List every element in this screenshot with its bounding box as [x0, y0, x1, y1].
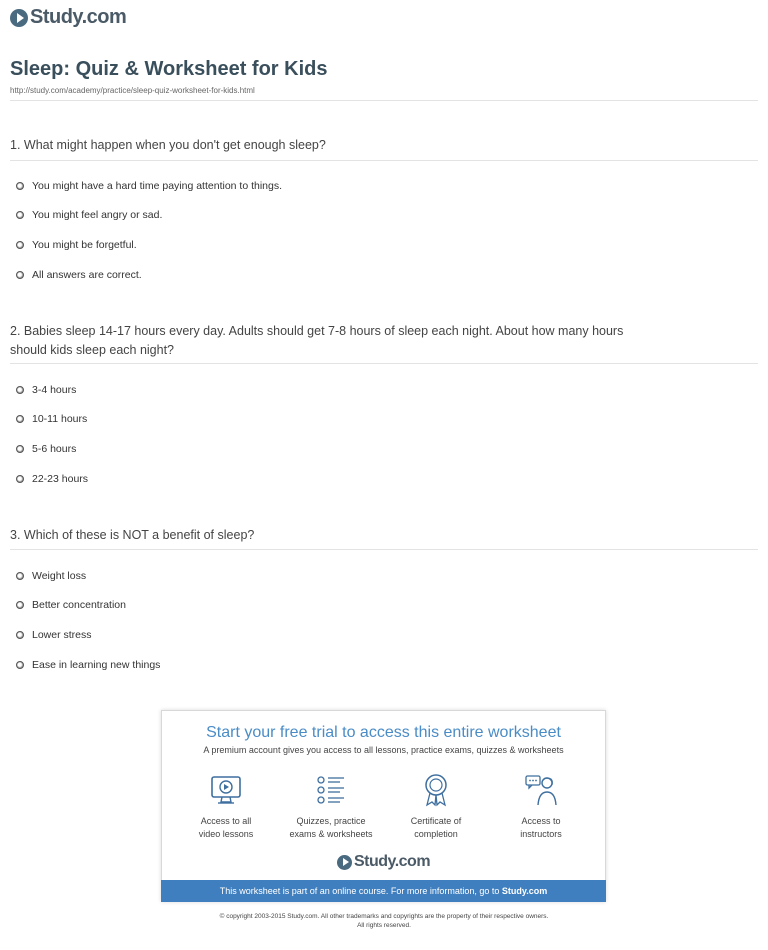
- answer-option[interactable]: Weight loss: [16, 561, 160, 591]
- answer-option[interactable]: All answers are correct.: [16, 260, 282, 290]
- video-monitor-icon: [209, 773, 243, 807]
- promo-info-bar: This worksheet is part of an online course. For more information, go to Study.com: [161, 880, 606, 902]
- instructor-chat-icon: [524, 773, 558, 807]
- logo-text: Study.com: [30, 6, 127, 28]
- question-1: 1. What might happen when you don't get enough sleep?: [10, 138, 326, 152]
- feature-quizzes: Quizzes, practice exams & worksheets: [281, 773, 381, 841]
- study-link[interactable]: Study.com: [501, 886, 548, 896]
- answer-option[interactable]: Better concentration: [16, 591, 160, 621]
- radio-button-icon[interactable]: [16, 415, 24, 423]
- answer-list-3: [16, 561, 160, 679]
- page-url: http://study.com/academy/practice/sleep-quiz-worksheet-for-kids.html: [10, 86, 255, 95]
- play-circle-icon: [337, 855, 352, 870]
- answer-option[interactable]: 5-6 hours: [16, 434, 88, 464]
- radio-button-icon[interactable]: [16, 386, 24, 394]
- divider: [10, 100, 758, 101]
- feature-certificate: Certificate of completion: [386, 773, 486, 841]
- radio-button-icon[interactable]: [16, 211, 24, 219]
- divider: [10, 549, 758, 550]
- radio-button-icon[interactable]: [16, 601, 24, 609]
- feature-video-lessons: Access to all video lessons: [176, 773, 276, 841]
- premium-promo-box[interactable]: [161, 710, 606, 902]
- answer-option[interactable]: Lower stress: [16, 620, 160, 650]
- radio-button-icon[interactable]: [16, 572, 24, 580]
- radio-button-icon[interactable]: [16, 661, 24, 669]
- question-2: 2. Babies sleep 14-17 hours every day. Adults should get 7-8 hours of sleep each night. About how many hours should kids sleep each night?: [10, 324, 624, 357]
- radio-button-icon[interactable]: [16, 182, 24, 190]
- radio-button-icon[interactable]: [16, 271, 24, 279]
- radio-button-icon[interactable]: [16, 445, 24, 453]
- promo-title[interactable]: Start your free trial to access this entire worksheet: [206, 724, 561, 741]
- radio-button-icon[interactable]: [16, 241, 24, 249]
- answer-list-2: [16, 375, 88, 493]
- radio-button-icon[interactable]: [16, 475, 24, 483]
- answer-option[interactable]: 3-4 hours: [16, 375, 88, 405]
- play-circle-icon: [10, 9, 28, 27]
- certificate-medal-icon: [419, 773, 453, 807]
- answer-option[interactable]: 10-11 hours: [16, 405, 88, 435]
- answer-option[interactable]: 22-23 hours: [16, 464, 88, 494]
- divider: [10, 363, 758, 364]
- question-3: 3. Which of these is NOT a benefit of sleep?: [10, 528, 255, 542]
- copyright-footer: © copyright 2003-2015 Study.com. All other trademarks and copyrights are the property of their respective owners. All rights reserved.: [219, 913, 549, 929]
- answer-option[interactable]: You might have a hard time paying attention to things.: [16, 171, 282, 201]
- radio-button-icon[interactable]: [16, 631, 24, 639]
- promo-subtitle: A premium account gives you access to all lessons, practice exams, quizzes & worksheets: [203, 745, 564, 755]
- page-title: Sleep: Quiz & Worksheet for Kids: [10, 58, 328, 80]
- answer-option[interactable]: You might feel angry or sad.: [16, 201, 282, 231]
- feature-instructors: Access to instructors: [491, 773, 591, 841]
- answer-option[interactable]: Ease in learning new things: [16, 650, 160, 680]
- checklist-icon: [314, 773, 348, 807]
- study-logo[interactable]: [10, 6, 126, 29]
- divider: [10, 160, 758, 161]
- answer-option[interactable]: You might be forgetful.: [16, 230, 282, 260]
- promo-study-logo[interactable]: Study.com: [162, 853, 605, 871]
- answer-list-1: [16, 171, 282, 289]
